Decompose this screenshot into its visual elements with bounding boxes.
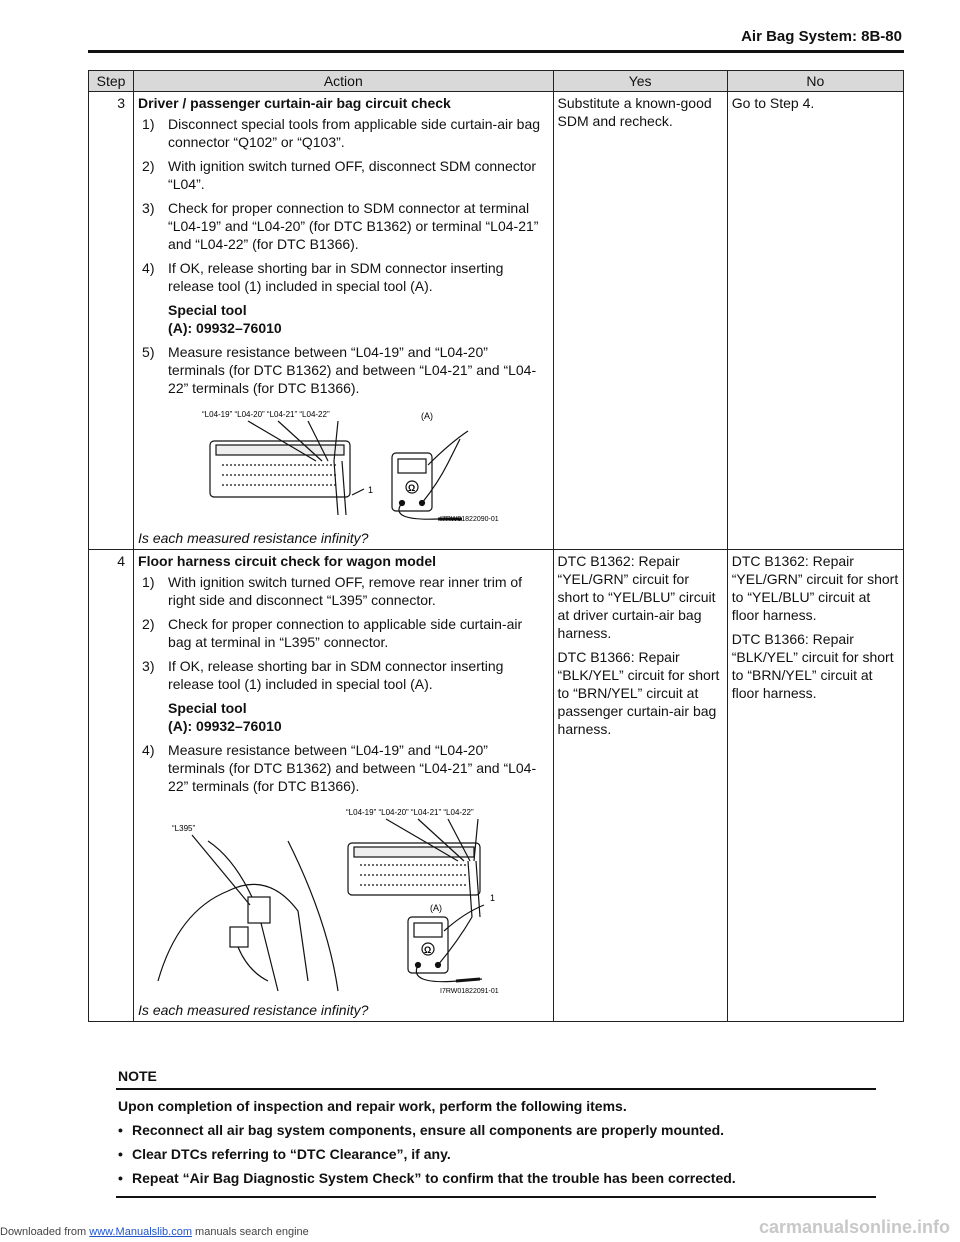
- substep-number: 2): [142, 616, 155, 632]
- no-cell: Go to Step 4.: [727, 92, 903, 550]
- note-title: NOTE: [118, 1068, 157, 1084]
- figure-code: I7RW01822091-01: [440, 988, 499, 995]
- header-yes: Yes: [553, 71, 727, 92]
- substep: [142, 259, 549, 295]
- callout-1: 1: [368, 485, 374, 495]
- tool-label: (A): [430, 903, 443, 913]
- manualslib-link[interactable]: www.Manualslib.com: [89, 1226, 192, 1238]
- substep-text: Measure resistance between “L04-19” and “L04-20” terminals (for DTC B1362) and between “L04-21” and “L04-22” terminals (for DTC B1366).: [168, 742, 537, 794]
- substep: [142, 573, 549, 609]
- substep-text: Check for proper connection to SDM connector at terminal “L04-19” and “L04-20” (for DTC B1362) or terminal “L04-21” and “L04-22” (for DTC B1366).: [168, 200, 539, 252]
- table-row: [89, 92, 904, 550]
- terminal-labels: “L04-19” “L04-20” “L04-21” “L04-22”: [346, 808, 474, 817]
- terminal-labels: “L04-19” “L04-20” “L04-21” “L04-22”: [202, 410, 330, 419]
- substep-number: 5): [142, 344, 155, 360]
- step-number: 4: [89, 550, 134, 1022]
- special-tool-label: Special tool: [168, 700, 247, 716]
- substep: [142, 115, 549, 151]
- substep-list: [138, 741, 549, 795]
- substep-number: 4): [142, 260, 155, 276]
- substep-number: 2): [142, 158, 155, 174]
- substep-text: Measure resistance between “L04-19” and “L04-20” terminals (for DTC B1362) and between “L04-21” and “L04-22” terminals (for DTC B1366).: [168, 344, 537, 396]
- special-tool: [168, 699, 549, 735]
- note-intro: Upon completion of inspection and repair work, perform the following items.: [118, 1098, 627, 1114]
- bullet-icon: •: [118, 1146, 123, 1162]
- step-question: Is each measured resistance infinity?: [138, 1002, 369, 1018]
- special-tool-value: (A): 09932–76010: [168, 718, 282, 734]
- special-tool-label: Special tool: [168, 302, 247, 318]
- bullet-icon: •: [118, 1170, 123, 1186]
- yes-paragraph: DTC B1366: Repair “BLK/YEL” circuit for short to “BRN/YEL” circuit at passenger curtain-air bag harness.: [557, 649, 720, 737]
- step-title: Driver / passenger curtain-air bag circuit check: [138, 95, 451, 111]
- substep: [142, 343, 549, 397]
- yes-paragraph: DTC B1362: Repair “YEL/GRN” circuit for short to “YEL/BLU” circuit at driver curtain-air bag harness.: [557, 553, 716, 641]
- substep-text: Check for proper connection to applicable side curtain-air bag at terminal in “L395” connector.: [168, 616, 523, 650]
- footer-suffix: manuals search engine: [191, 1226, 309, 1238]
- substep-number: 4): [142, 742, 155, 758]
- step-title: Floor harness circuit check for wagon model: [138, 553, 437, 569]
- special-tool: [168, 301, 549, 337]
- header-action: Action: [134, 71, 554, 92]
- tool-label: (A): [421, 411, 434, 421]
- substep-list: [138, 343, 549, 397]
- substep-text: If OK, release shorting bar in SDM connector inserting release tool (1) included in special tool (A).: [168, 260, 504, 294]
- substep-text: With ignition switch turned OFF, remove rear inner trim of right side and disconnect “L395” connector.: [168, 574, 523, 608]
- table-header-row: [89, 71, 904, 92]
- yes-cell: [553, 550, 727, 1022]
- ohm-icon: Ω: [408, 483, 416, 493]
- yes-cell: Substitute a known-good SDM and recheck.: [553, 92, 727, 550]
- substep: [142, 741, 549, 795]
- action-cell: [134, 92, 554, 550]
- bullet-icon: •: [118, 1122, 123, 1138]
- note-item-text: Reconnect all air bag system components, ensure all components are properly mounted.: [132, 1122, 725, 1138]
- footer-prefix: Downloaded from: [0, 1226, 90, 1238]
- diagnosis-table: [88, 70, 904, 1022]
- substep: [142, 657, 549, 693]
- substep-text: Disconnect special tools from applicable side curtain-air bag connector “Q102” or “Q103”.: [168, 116, 541, 150]
- list-item: [116, 1146, 876, 1162]
- harness-figure: [138, 801, 549, 1001]
- substep-number: 1): [142, 574, 155, 590]
- substep: [142, 615, 549, 651]
- note-rule: [116, 1088, 876, 1090]
- no-paragraph: DTC B1366: Repair “BLK/YEL” circuit for short to “BRN/YEL” circuit at floor harness.: [731, 631, 894, 701]
- table-row: [89, 550, 904, 1022]
- substep-number: 1): [142, 116, 155, 132]
- watermark: carmanualsonline.info: [758, 1217, 950, 1237]
- ohm-icon: Ω: [424, 945, 432, 955]
- sdm-connector-illustration: [138, 403, 538, 525]
- note-item-text: Clear DTCs referring to “DTC Clearance”, if any.: [132, 1146, 451, 1162]
- list-item: [116, 1122, 876, 1138]
- note-list: [116, 1122, 876, 1186]
- note-box: [116, 1068, 876, 1198]
- note-item-text: Repeat “Air Bag Diagnostic System Check” to confirm that the trouble has been corrected.: [132, 1170, 736, 1186]
- list-item: [116, 1170, 876, 1186]
- substep-list: [138, 573, 549, 693]
- substep-number: 3): [142, 658, 155, 674]
- substep-text: If OK, release shorting bar in SDM connector inserting release tool (1) included in special tool (A).: [168, 658, 504, 692]
- connector-figure: [138, 403, 549, 529]
- step-number: 3: [89, 92, 134, 550]
- no-paragraph: DTC B1362: Repair “YEL/GRN” circuit for short to “YEL/BLU” circuit at floor harness.: [731, 553, 899, 623]
- action-cell: [134, 550, 554, 1022]
- note-rule-bottom: [116, 1196, 876, 1198]
- substep-list: [138, 115, 549, 295]
- connector-label: “L395”: [172, 824, 196, 833]
- substep: [142, 199, 549, 253]
- header-no: No: [727, 71, 903, 92]
- download-footer: [0, 1226, 309, 1238]
- callout-1: 1: [490, 893, 496, 903]
- floor-harness-illustration: [138, 801, 538, 997]
- figure-code: I7RW01822090-01: [440, 516, 499, 523]
- no-cell: [727, 550, 903, 1022]
- special-tool-value: (A): 09932–76010: [168, 320, 282, 336]
- header-rule: [88, 50, 904, 53]
- substep: [142, 157, 549, 193]
- substep-number: 3): [142, 200, 155, 216]
- page-header: Air Bag System: 8B-80: [741, 28, 902, 45]
- step-question: Is each measured resistance infinity?: [138, 530, 369, 546]
- substep-text: With ignition switch turned OFF, disconnect SDM connector “L04”.: [168, 158, 537, 192]
- header-step: Step: [89, 71, 134, 92]
